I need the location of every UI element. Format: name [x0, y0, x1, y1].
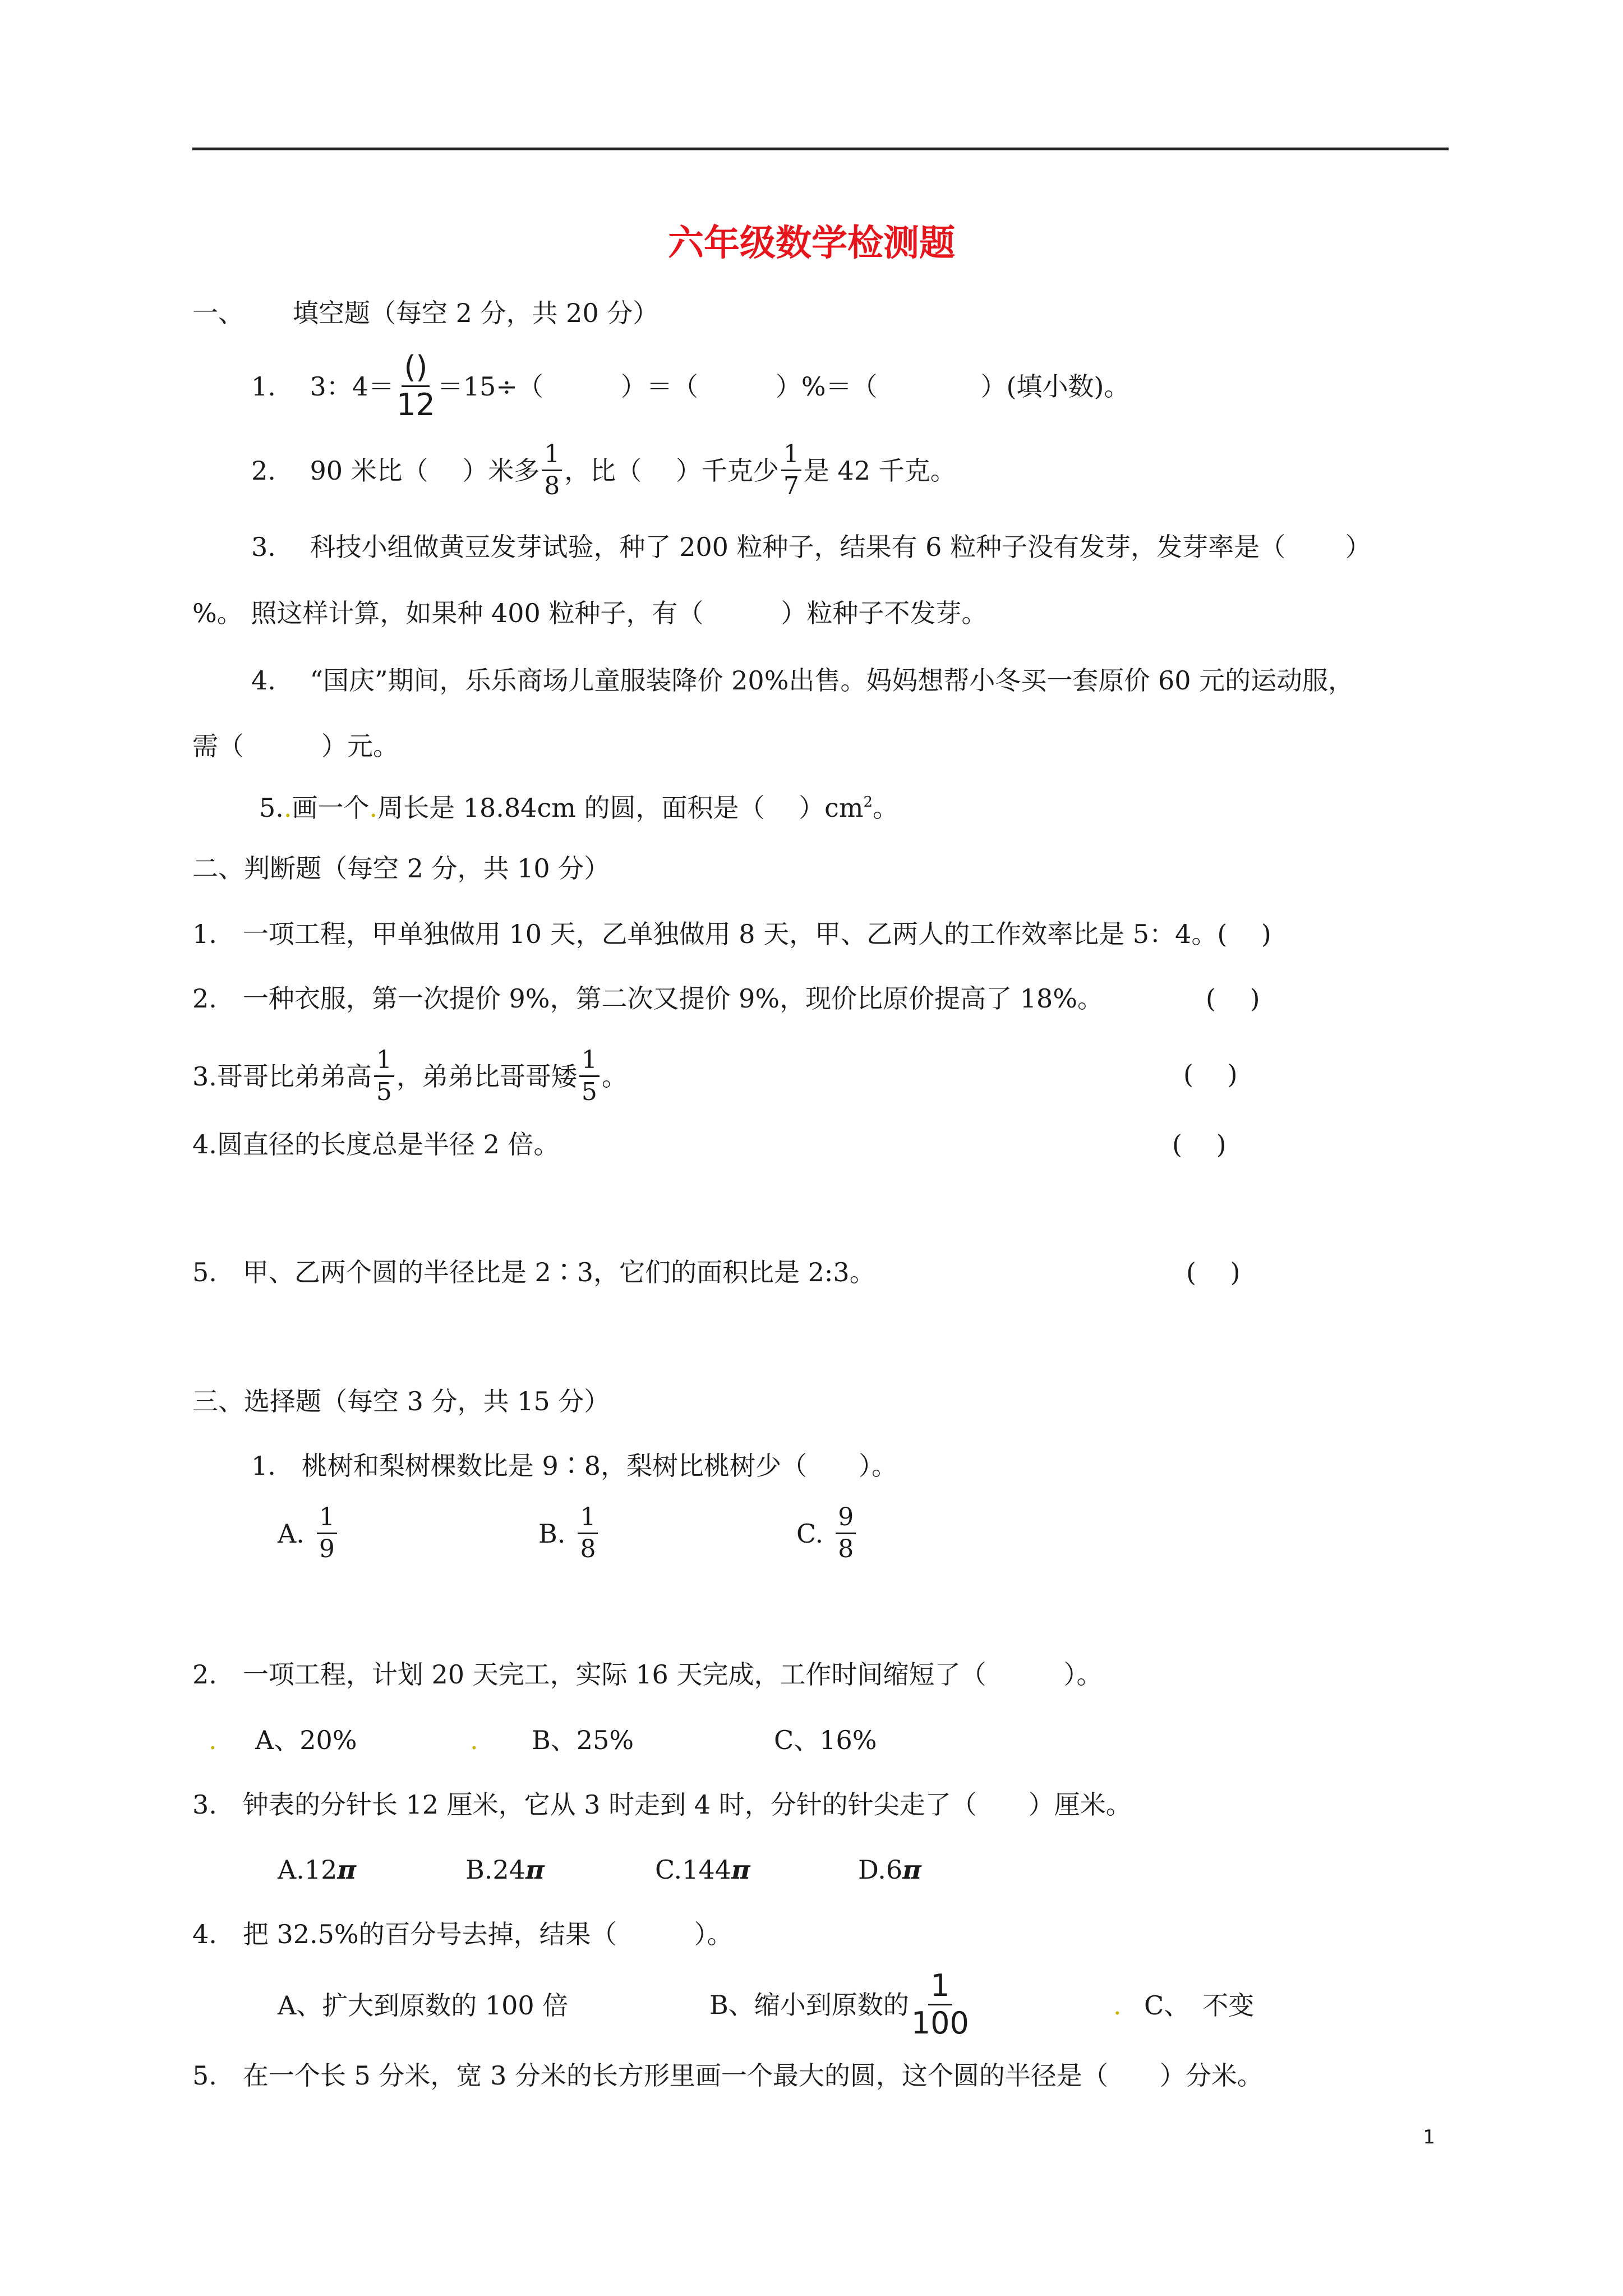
- s1-q5-text-b: 画一个: [292, 793, 370, 823]
- option-label: A.: [278, 1518, 305, 1549]
- fraction-numerator: 1: [578, 1503, 598, 1534]
- s3-q1-option-c: [796, 1503, 858, 1563]
- decorative-dot: .: [1113, 1990, 1122, 2021]
- s3-question-2: 2. 一项工程，计划 20 天完工，实际 16 天完成，工作时间缩短了（ ）。: [192, 1659, 1103, 1690]
- s3-q2-option-a: A、20%: [255, 1725, 357, 1755]
- s3-q1-option-b: [538, 1503, 600, 1563]
- fraction-denominator: 12: [396, 387, 435, 422]
- s3-q3-option-d: [858, 1853, 921, 1887]
- s1-q1-text-b: ＝15÷（ ）＝（ ）%＝（ ）(填小数)。: [437, 371, 1130, 402]
- s2-question-2-answer-paren: ( ): [1206, 983, 1260, 1014]
- s3-q4-option-c: C、 不变: [1144, 1990, 1255, 2021]
- s1-q5-number: 5.: [259, 793, 284, 823]
- s2-question-4-answer-paren: ( ): [1172, 1129, 1227, 1159]
- fraction-numerator: 9: [836, 1503, 856, 1534]
- s1-question-4-line-2: 需（ ）元。: [192, 731, 399, 761]
- s2-question-2: 2. 一种衣服，第一次提价 9%，第二次又提价 9%，现价比原价提高了 18%。: [192, 983, 1103, 1014]
- option-text: B、缩小到原数的: [709, 1989, 909, 2020]
- s2-q3-text-a: 3.哥哥比弟弟高: [192, 1061, 372, 1092]
- option-text: C.144: [655, 1855, 731, 1885]
- fraction-denominator: 8: [580, 1535, 596, 1563]
- s3-q2-option-b: B、25%: [532, 1725, 634, 1755]
- decorative-dot: .: [470, 1725, 478, 1755]
- s3-question-3: 3. 钟表的分针长 12 厘米，它从 3 时走到 4 时，分针的针尖走了（ ）厘米。: [192, 1789, 1132, 1820]
- s1-q2-text-b: ，比（ ）千克少: [564, 455, 779, 486]
- fraction-numerator: (): [402, 351, 430, 387]
- page-title: 六年级数学检测题: [668, 223, 955, 264]
- s1-question-3-line-2: %。 照这样计算，如果种 400 粒种子，有（ ）粒种子不发芽。: [192, 598, 988, 628]
- section1-heading: 填空题（每空 2 分，共 20 分）: [293, 298, 659, 328]
- s1-q2-text-a: 2. 90 米比（ ）米多: [251, 455, 540, 486]
- option-fraction: [317, 1503, 337, 1563]
- s1-question-3-line-1: 3. 科技小组做黄豆发芽试验，种了 200 粒种子，结果有 6 粒种子没有发芽，发芽率是（ ）: [251, 532, 1371, 562]
- s3-question-5: 5. 在一个长 5 分米，宽 3 分米的长方形里画一个最大的圆，这个圆的半径是（ ）分米。: [192, 2060, 1263, 2091]
- s1-q1-text-a: 1. 3：4＝: [251, 371, 395, 402]
- option-fraction: [578, 1503, 598, 1563]
- superscript: 2: [863, 794, 873, 811]
- fraction-numerator: 1: [542, 440, 562, 471]
- s3-q4-option-b: [709, 1969, 971, 2040]
- option-fraction: [836, 1503, 856, 1563]
- s2-question-4: 4.圆直径的长度总是半径 2 倍。: [192, 1129, 560, 1159]
- s3-question-4: 4. 把 32.5%的百分号去掉，结果（ ）。: [192, 1919, 733, 1949]
- s1-q5-text-c: 周长是 18.84cm 的圆，面积是（ ）cm: [377, 793, 864, 823]
- fraction-denominator: 9: [319, 1535, 335, 1563]
- section3-heading: 三、选择题（每空 3 分，共 15 分）: [192, 1386, 610, 1416]
- s3-q3-option-c: [655, 1853, 750, 1887]
- s1-question-4-line-1: 4. “国庆”期间，乐乐商场儿童服装降价 20%出售。妈妈想帮小冬买一套原价 60 元的运动服，: [251, 665, 1354, 696]
- fraction-denominator: 8: [544, 472, 560, 500]
- fraction-numerator: 1: [579, 1046, 600, 1077]
- s2-q3-fraction-1: [374, 1046, 394, 1106]
- s2-q3-text-b: ，弟弟比哥哥矮: [396, 1061, 577, 1092]
- fraction-denominator: 7: [783, 472, 799, 500]
- page-number: 1: [1423, 2126, 1435, 2148]
- s2-question-1: 1. 一项工程，甲单独做用 10 天，乙单独做用 8 天，甲、乙两人的工作效率比是 5：4。( ): [192, 919, 1271, 949]
- fraction-denominator: 5: [581, 1078, 597, 1106]
- fraction-denominator: 8: [838, 1535, 854, 1563]
- s1-q1-fraction: [396, 351, 435, 422]
- header-rule: [192, 148, 1449, 150]
- s3-q1-option-a: [278, 1503, 339, 1563]
- s1-q5-text-d: 。: [873, 793, 899, 823]
- decorative-dot: .: [369, 793, 378, 823]
- s1-q2-fraction-1: [542, 440, 562, 500]
- decorative-dot: .: [283, 793, 292, 823]
- option-label: C.: [796, 1518, 824, 1549]
- pi-symbol: π: [902, 1855, 921, 1885]
- s2-question-3-answer-paren: ( ): [1183, 1059, 1238, 1089]
- s1-question-2: [251, 440, 956, 500]
- option-label: B.: [538, 1518, 566, 1549]
- s1-q2-text-c: 是 42 千克。: [803, 455, 956, 486]
- s3-q4-option-a: A、扩大到原数的 100 倍: [278, 1990, 569, 2021]
- s2-question-5-answer-paren: ( ): [1186, 1257, 1241, 1287]
- fraction-numerator: 1: [317, 1503, 337, 1534]
- option-text: A.12: [278, 1855, 338, 1885]
- s3-question-1: 1. 桃树和梨树棵数比是 9∶8，梨树比桃树少（ ）。: [251, 1451, 898, 1481]
- s2-question-5: 5. 甲、乙两个圆的半径比是 2∶3，它们的面积比是 2:3。: [192, 1257, 875, 1287]
- fraction-denominator: 100: [911, 2005, 969, 2041]
- pi-symbol: π: [731, 1855, 750, 1885]
- option-fraction: [911, 1969, 969, 2040]
- option-text: D.6: [858, 1855, 903, 1885]
- fraction-numerator: 1: [374, 1046, 394, 1077]
- section2-heading: 二、判断题（每空 2 分，共 10 分）: [192, 853, 610, 884]
- s1-question-1: [251, 351, 1129, 422]
- option-text: B.24: [465, 1855, 525, 1885]
- s1-question-5: [259, 791, 898, 825]
- s2-q3-text-c: 。: [601, 1061, 628, 1092]
- section1-heading-number: 一、: [192, 298, 244, 328]
- s3-q3-option-a: [278, 1853, 356, 1887]
- s1-q2-fraction-2: [781, 440, 801, 500]
- s3-q2-option-c: C、16%: [774, 1725, 877, 1755]
- decorative-dot: .: [209, 1725, 217, 1755]
- s3-q3-option-b: [465, 1853, 545, 1887]
- s2-q3-fraction-2: [579, 1046, 600, 1106]
- fraction-denominator: 5: [376, 1078, 392, 1106]
- s2-question-3: [192, 1046, 628, 1106]
- fraction-numerator: 1: [928, 1969, 952, 2005]
- fraction-numerator: 1: [781, 440, 801, 471]
- pi-symbol: π: [337, 1855, 357, 1885]
- pi-symbol: π: [525, 1855, 545, 1885]
